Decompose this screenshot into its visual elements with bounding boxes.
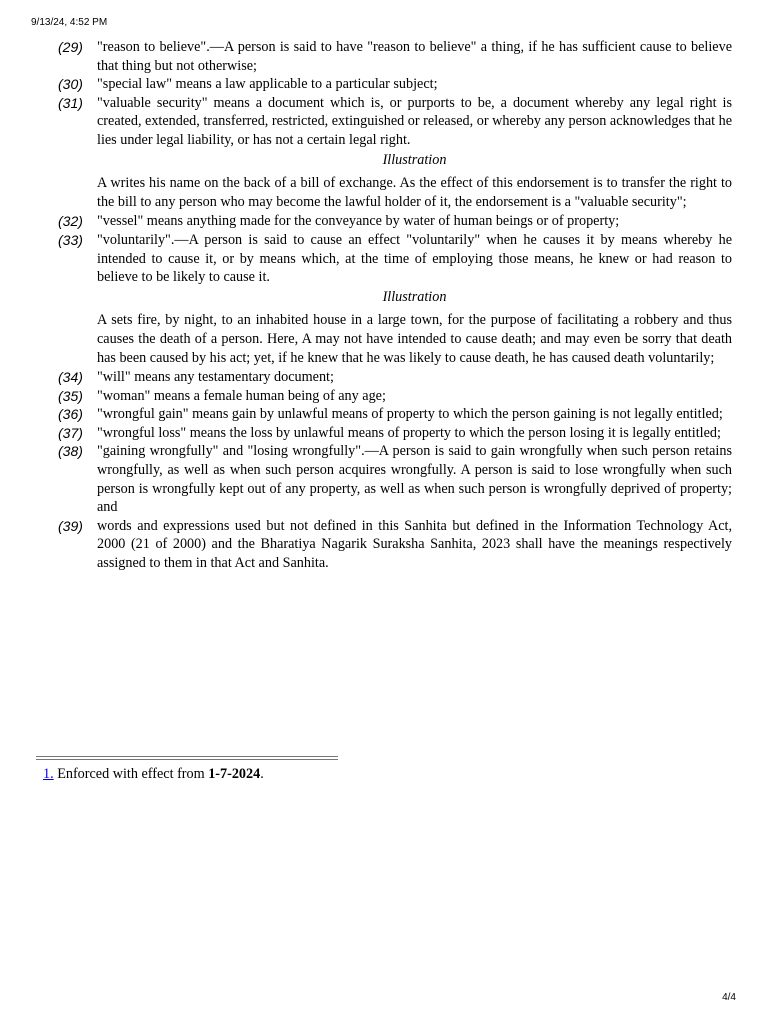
footnote-text: Enforced with effect from — [53, 766, 209, 782]
definition-33 — [58, 231, 732, 287]
footnote-marker-link[interactable]: 1. — [43, 766, 54, 782]
clause-number: (32) — [58, 213, 83, 230]
definitions-list — [58, 38, 732, 573]
clause-number: (36) — [58, 406, 83, 423]
definition-38 — [58, 442, 732, 516]
footnote-date: 1-7-2024 — [208, 766, 261, 782]
clause-number: (33) — [58, 231, 83, 248]
clause-text: "wrongful gain" means gain by unlawful means of property to which the person gaining is not legally entitled; — [97, 406, 723, 423]
clause-text: "wrongful loss" means the loss by unlawful means of property to which the person losing it is legally entitled; — [97, 424, 721, 441]
footnote — [43, 766, 264, 783]
definition-36 — [58, 405, 732, 424]
definition-35 — [58, 387, 732, 406]
clause-text: "voluntarily".—A person is said to cause an effect "voluntarily" when he causes it by means whereby he intended to cause it, or by means which, at the time of employing those means, he knew or had reason to believe to be likely to cause it. — [97, 231, 732, 286]
clause-text: "valuable security" means a document which is, or purports to be, a document whereby any legal right is created, extended, transferred, restricted, extinguished or released, or whereby any person acknowledges that he lies under legal liability, or has not a certain legal right. — [97, 94, 733, 148]
clause-number: (34) — [58, 369, 83, 386]
definition-32 — [58, 212, 732, 231]
footnote-end: . — [260, 766, 264, 782]
clause-number: (31) — [58, 94, 83, 111]
illustration-text: A writes his name on the back of a bill of exchange. As the effect of this endorsement is to transfer the right to the bill to any person who may become the lawful holder of it, the endorsement is a "valuable security"; — [97, 175, 732, 210]
clause-text: "vessel" means anything made for the conveyance by water of human beings or of property; — [97, 213, 620, 230]
illustration-heading: Illustration — [382, 151, 447, 168]
page-number: 4/4 — [722, 992, 736, 1003]
clause-text: "reason to believe".—A person is said to have "reason to believe" a thing, if he has sufficient cause to believe that thing but not otherwise; — [97, 39, 732, 74]
clause-text: "woman" means a female human being of any age; — [97, 387, 386, 404]
clause-text: "special law" means a law applicable to a particular subject; — [97, 76, 438, 93]
definition-29 — [58, 38, 732, 75]
clause-text: "will" means any testamentary document; — [97, 369, 334, 386]
illustration-heading: Illustration — [382, 288, 447, 305]
clause-number: (35) — [58, 387, 83, 404]
clause-number: (38) — [58, 443, 83, 460]
definition-31 — [58, 94, 732, 150]
illustration-text: A sets fire, by night, to an inhabited house in a large town, for the purpose of facilitating a robbery and thus causes the death of a person. Here, A may not have intended to cause death; and may even be sorry that death has been caused by his act; yet, if he knew that he was likely to cause death, he has caused death voluntarily; — [97, 312, 732, 366]
footnote-divider — [36, 756, 338, 760]
definition-37 — [58, 424, 732, 443]
clause-number: (39) — [58, 517, 83, 534]
clause-text: "gaining wrongfully" and "losing wrongfully".—A person is said to gain wrongfully when such person retains wrongfully, as well as when such person acquires wrongfully. A person is said to lose wrongfully when such person is wrongfully kept out of any property, as well as when such person is wrongfully deprived of property; and — [97, 443, 732, 516]
definition-34 — [58, 368, 732, 387]
clause-number: (29) — [58, 39, 83, 55]
clause-text: words and expressions used but not defined in this Sanhita but defined in the Information Technology Act, 2000 (21 of 2000) and the Bharatiya Nagarik Suraksha Sanhita, 2023 shall have the meanings respectively assigned to them in that Act and Sanhita. — [97, 517, 732, 572]
definition-39 — [58, 517, 732, 573]
definition-30 — [58, 75, 732, 94]
clause-number: (37) — [58, 424, 83, 441]
print-timestamp: 9/13/24, 4:52 PM — [31, 17, 108, 28]
clause-number: (30) — [58, 76, 83, 93]
